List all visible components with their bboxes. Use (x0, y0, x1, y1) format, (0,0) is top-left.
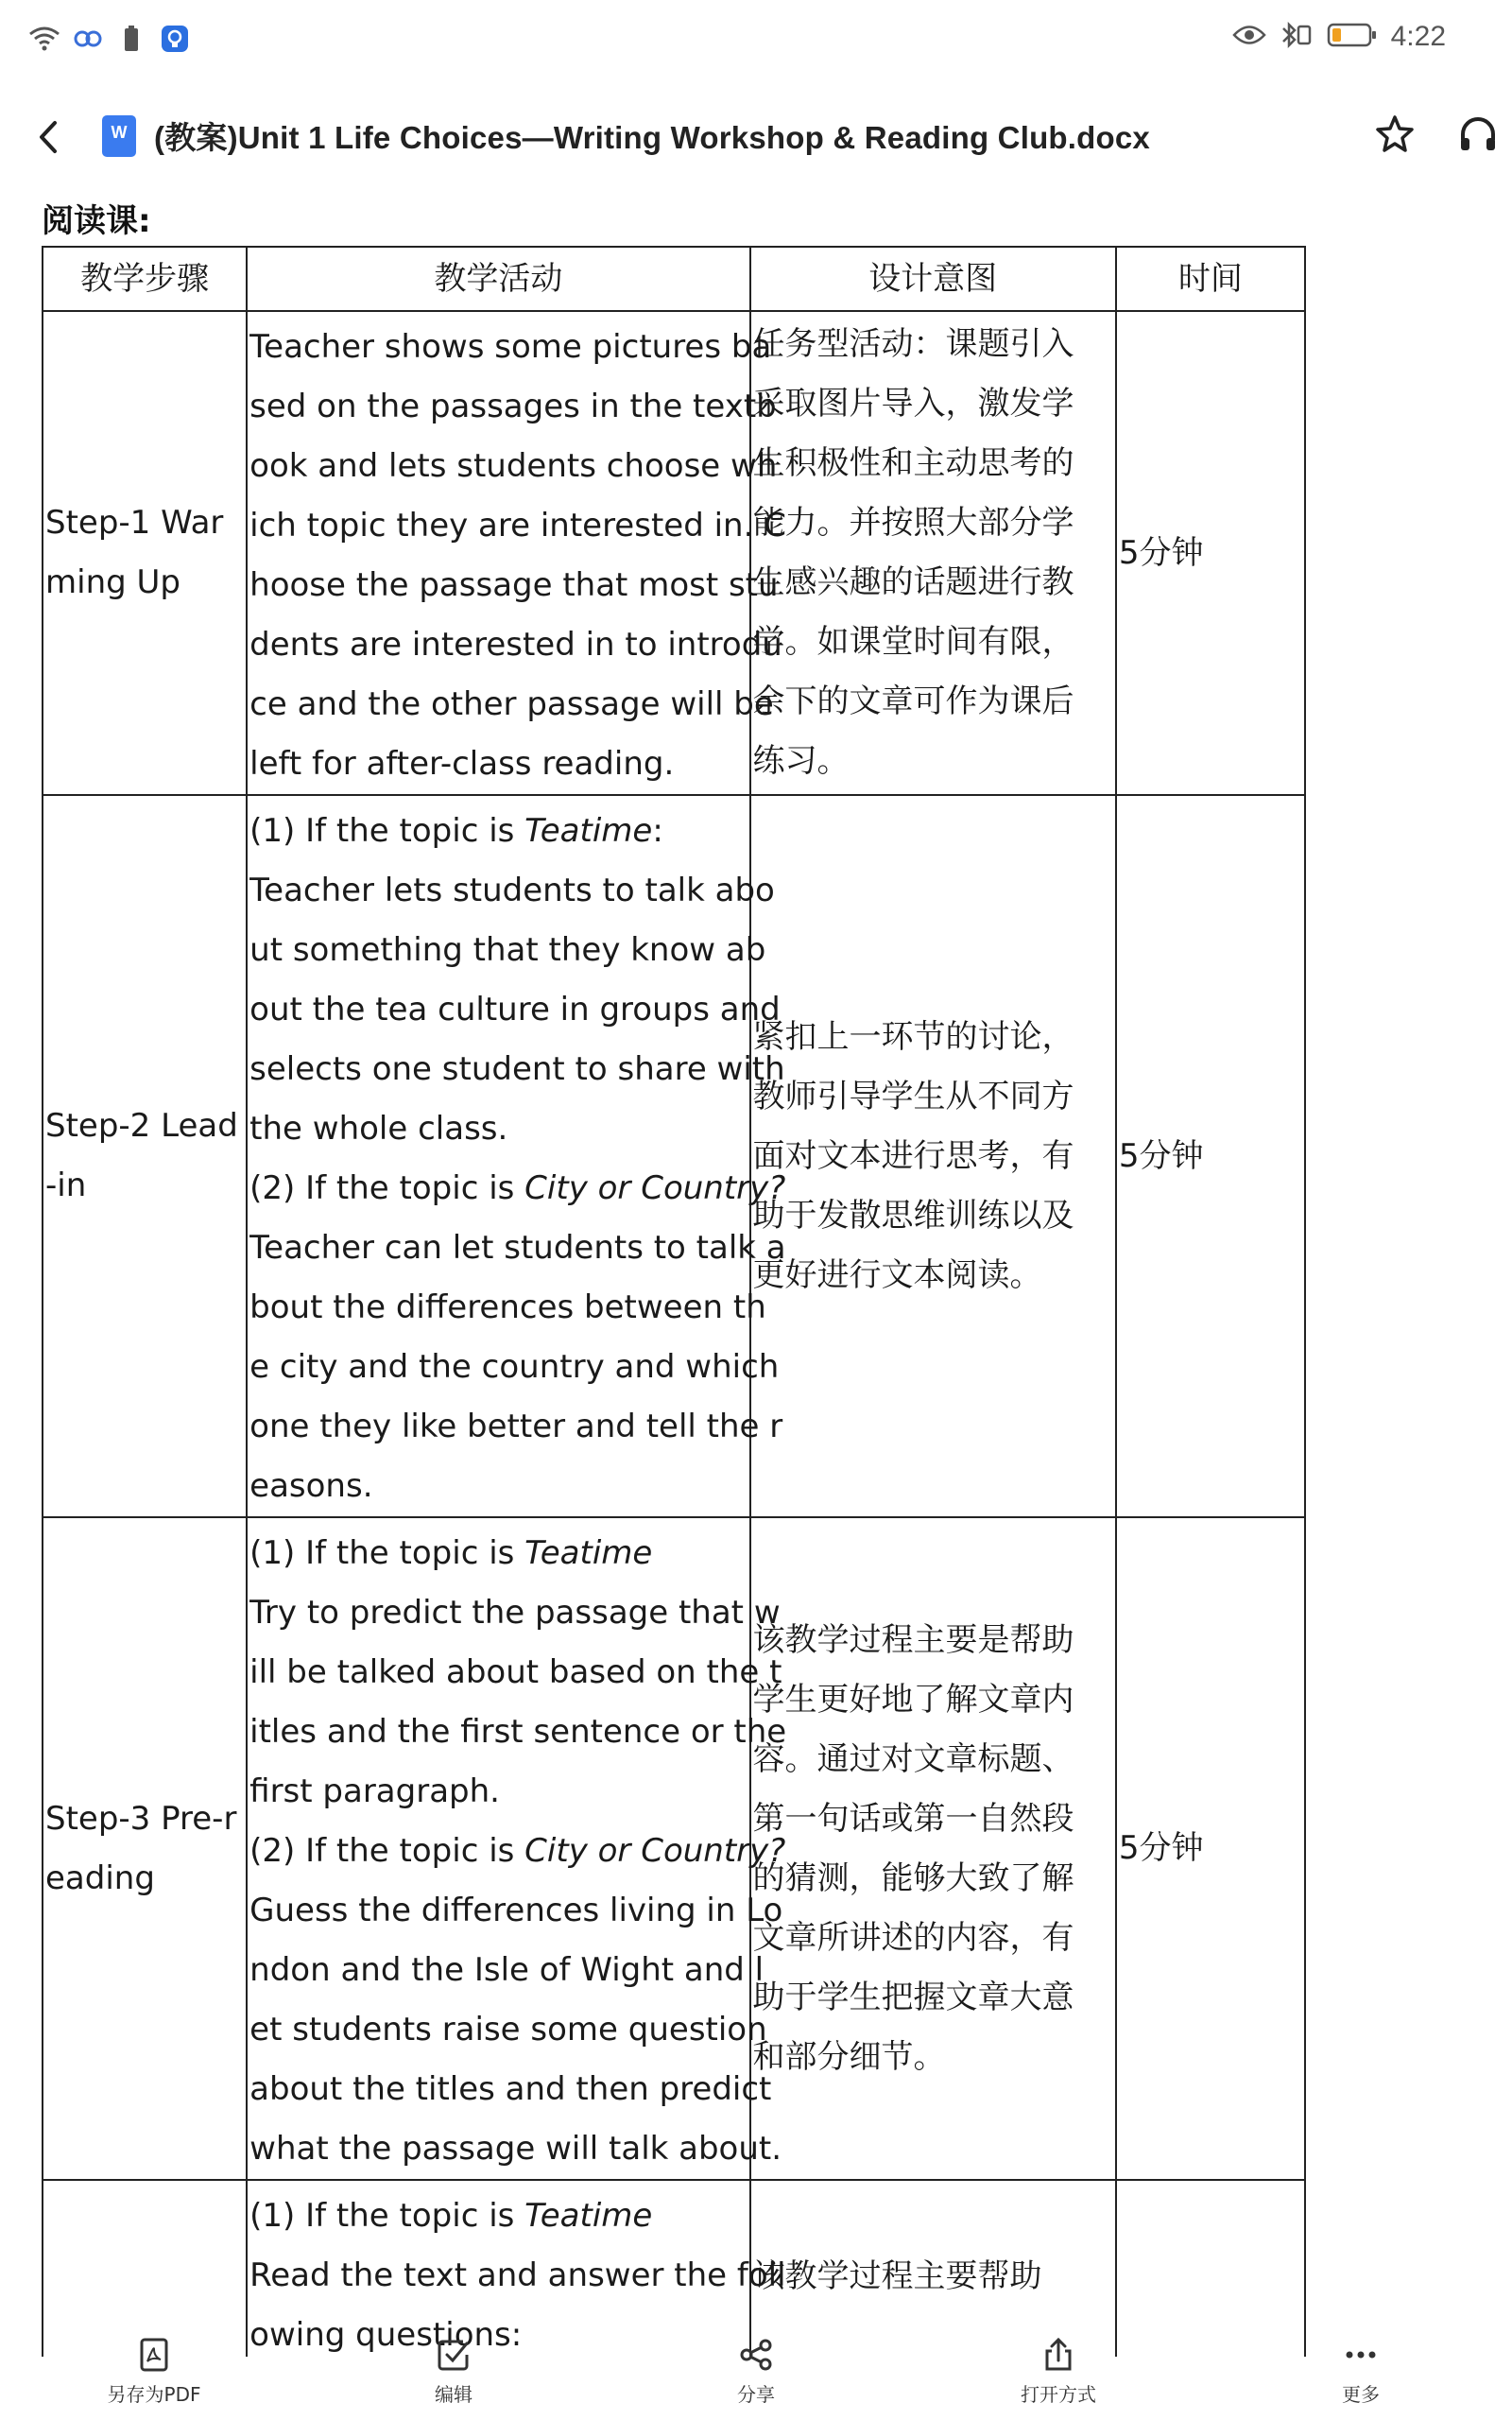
document-viewport[interactable] (42, 246, 1308, 2357)
activity-text: ich topic they are interested in. C (249, 507, 786, 544)
intent-cell (750, 1517, 1116, 2180)
notification-battery-icon (115, 23, 147, 55)
activity-cell (247, 1517, 787, 2180)
eye-comfort-icon (1232, 23, 1266, 51)
activity-text: sed on the passages in the textb (249, 388, 777, 425)
activity-text: owing questions: (249, 2316, 523, 2354)
intent-text: 任务型活动：课题引入 (752, 325, 1074, 363)
step-text: Step-2 Lead (45, 1107, 238, 1145)
step-cell (43, 311, 247, 795)
time-cell (1116, 311, 1305, 795)
app-notification-icon (159, 23, 191, 55)
intent-text: 面对文本进行思考，有 (752, 1136, 1074, 1175)
lesson-plan-table (42, 246, 1306, 2367)
intent-text: 学。如课堂时间有限， (752, 623, 1074, 661)
intent-cell (750, 311, 1116, 795)
save-pdf-icon (135, 2336, 173, 2374)
wifi-icon (28, 23, 60, 55)
intent-text: 该教学过程主要是帮助 (752, 1620, 1074, 1659)
column-header: 教学活动 (247, 247, 749, 311)
activity-text: what the passage will talk about. (249, 2130, 782, 2168)
link-icon (72, 23, 104, 55)
share-icon (737, 2336, 775, 2374)
intent-text: 教师引导学生从不同方 (752, 1077, 1074, 1115)
time-cell (1116, 1517, 1305, 2180)
intent-text: 能力。并按照大部分学 (752, 504, 1074, 542)
table-row (43, 795, 1305, 1517)
intent-text: 助于学生把握文章大意 (752, 1978, 1074, 2016)
clock: 4:22 (1390, 21, 1446, 52)
open-with-button[interactable]: 打开方式 (964, 2336, 1153, 2407)
chevron-left-icon (28, 113, 70, 161)
activity-text: et students raise some question (249, 2011, 767, 2048)
activity-text: bout the differences between th (249, 1288, 766, 1326)
activity-text: (2) If the topic is City or Country? (249, 1832, 786, 1870)
step-text: Step-1 War (45, 504, 224, 542)
activity-text: easons. (249, 1467, 373, 1505)
time-text: 5分钟 (1118, 533, 1204, 572)
star-icon (1372, 112, 1418, 157)
activity-text: left for after-class reading. (249, 745, 675, 783)
intent-text: 学生更好地了解文章内 (752, 1680, 1074, 1719)
activity-text: one they like better and tell the r (249, 1408, 783, 1445)
activity-text: Teacher shows some pictures ba (249, 328, 772, 366)
activity-text: ook and lets students choose wh (249, 447, 778, 485)
open-with-icon (1040, 2336, 1077, 2374)
step-cell (43, 795, 247, 1517)
word-doc-icon: W (102, 115, 136, 157)
document-header (0, 95, 1512, 180)
activity-text: ce and the other passage will be (249, 685, 774, 723)
activity-text: Guess the differences living in Lo (249, 1892, 783, 1929)
intent-text: 余下的文章可作为课后 (752, 683, 1074, 720)
intent-text: 练习。 (752, 742, 850, 780)
share-button[interactable]: 分享 (662, 2336, 850, 2407)
table-row (43, 1517, 1305, 2180)
column-header: 时间 (1116, 247, 1305, 311)
time-text: 5分钟 (1118, 1829, 1204, 1867)
intent-text: 的猜测，能够大致了解 (752, 1858, 1074, 1897)
favorite-button[interactable] (1372, 112, 1418, 157)
intent-text: 该教学过程主要帮助 (752, 2257, 1042, 2295)
activity-text: (1) If the topic is Teatime: (249, 812, 663, 850)
table-row (43, 311, 1305, 795)
section-label: 阅读课: (42, 202, 151, 240)
intent-text: 生感兴趣的话题进行教 (752, 563, 1074, 601)
activity-text: ut something that they know ab (249, 931, 766, 969)
time-cell (1116, 795, 1305, 1517)
step-cell (43, 1517, 247, 2180)
activity-text: e city and the country and which (249, 1348, 780, 1386)
activity-text: (1) If the topic is Teatime (249, 1534, 653, 1572)
column-header: 设计意图 (750, 247, 1116, 311)
time-text: 5分钟 (1118, 1136, 1204, 1175)
activity-text: Teacher lets students to talk abo (249, 872, 775, 909)
status-bar (0, 0, 1512, 85)
activity-text: (2) If the topic is City or Country? (249, 1169, 786, 1207)
table-header-row (43, 247, 1305, 311)
edit-icon (435, 2336, 472, 2374)
activity-text: the whole class. (249, 1110, 508, 1148)
step-text: ming Up (45, 563, 180, 601)
activity-cell (247, 311, 786, 795)
activity-text: dents are interested in to introdu (249, 626, 782, 664)
activity-text: Try to predict the passage that w (249, 1594, 781, 1632)
intent-text: 生积极性和主动思考的 (752, 444, 1074, 482)
document-title: (教案)Unit 1 Life Choices—Writing Workshop & Reading Club.docx (154, 120, 1150, 155)
intent-text: 助于发散思维训练以及 (752, 1196, 1074, 1235)
step-text: eading (45, 1858, 155, 1897)
intent-text: 第一句话或第一自然段 (752, 1799, 1074, 1838)
bluetooth-icon (1280, 21, 1314, 53)
intent-text: 更好进行文本阅读。 (752, 1255, 1042, 1294)
edit-button[interactable]: 编辑 (359, 2336, 548, 2407)
step-text: -in (45, 1167, 87, 1204)
activity-text: Teacher can let students to talk a (249, 1229, 786, 1267)
back-button[interactable] (28, 113, 70, 161)
column-header: 教学步骤 (43, 247, 247, 311)
battery-icon (1327, 22, 1378, 52)
activity-text: (1) If the topic is Teatime (249, 2197, 653, 2235)
save-as-pdf-button[interactable]: 另存为PDF (60, 2336, 249, 2407)
status-icons-left (28, 23, 191, 55)
activity-text: out the tea culture in groups and (249, 991, 781, 1028)
activity-text: about the titles and then predict (249, 2070, 772, 2108)
intent-text: 容。通过对文章标题、 (752, 1739, 1074, 1778)
activity-text: first paragraph. (249, 1772, 500, 1810)
activity-text: itles and the first sentence or the (249, 1713, 787, 1751)
activity-text: selects one student to share with (249, 1050, 785, 1088)
step-text: Step-3 Pre-r (45, 1799, 237, 1838)
activity-cell (247, 795, 786, 1517)
intent-text: 和部分细节。 (752, 2037, 946, 2076)
activity-text: hoose the passage that most stu (249, 566, 779, 604)
activity-text: ndon and the Isle of Wight and l (249, 1951, 765, 1989)
activity-text: ill be talked about based on the t (249, 1653, 782, 1691)
intent-cell (750, 795, 1116, 1517)
read-aloud-button[interactable] (1455, 112, 1501, 157)
intent-text: 采取图片导入，激发学 (752, 385, 1074, 423)
status-icons-right (1232, 21, 1446, 53)
intent-text: 紧扣上一环节的讨论， (752, 1017, 1074, 1056)
more-icon (1342, 2336, 1380, 2374)
headphones-icon (1455, 112, 1501, 157)
intent-text: 文章所讲述的内容，有 (752, 1918, 1074, 1957)
bottom-toolbar (0, 2357, 1512, 2420)
more-button[interactable]: 更多 (1266, 2336, 1455, 2407)
activity-text: Read the text and answer the foll (249, 2256, 786, 2294)
